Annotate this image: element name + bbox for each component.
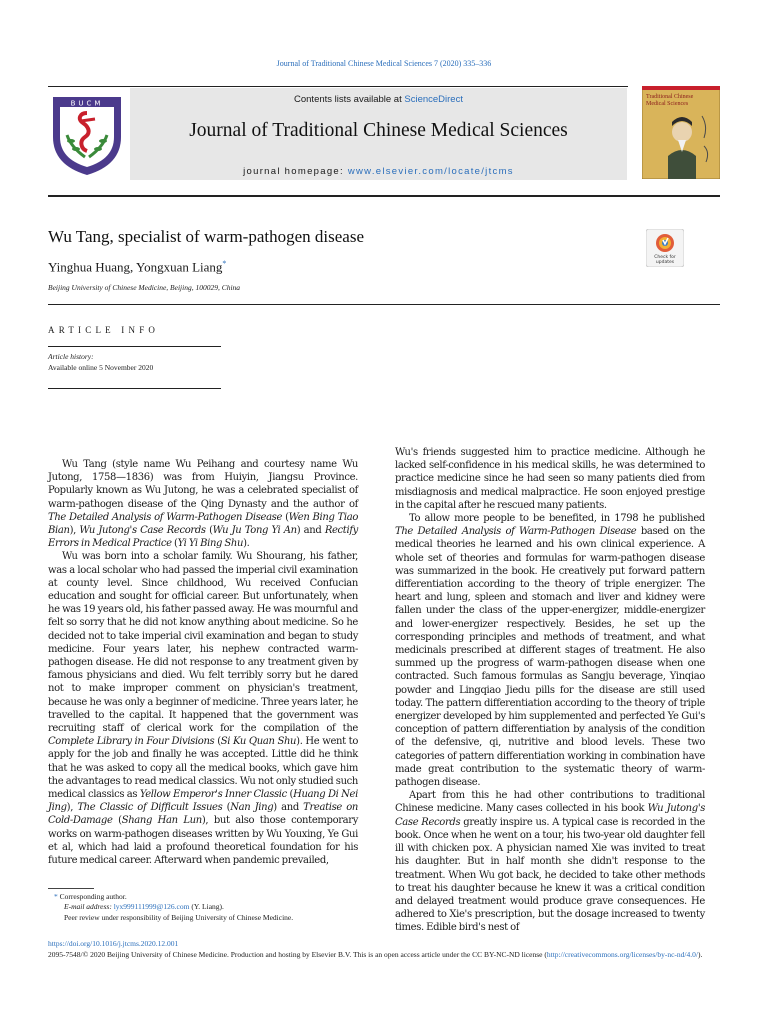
article-info-text: ARTICLE INFO: [48, 325, 160, 335]
authors-text: Yinghua Huang, Yongxuan Liang: [48, 259, 223, 275]
corresponding-author-mark[interactable]: *: [222, 259, 227, 268]
author-list: [48, 259, 226, 275]
cover-title: Traditional Chinese: [646, 94, 694, 100]
corresponding-text: Corresponding author.: [59, 892, 127, 901]
body-paragraph: Apart from this he had other contributions to traditional Chinese medicine. Many cases collected in his book Wu Jutong's Case Records greatly inspire us. A typical case is recorded in the book. Once when he went on a tour, his two-year old daughter fell ill with chicken pox. A physician named Xie was invited to treat his daughter. But in half month she didn't response to the treatment. When Wu got back, he decided to take other methods to treat his daughter because he knew it was a critical condition and delayed treatment would produce grave consequences. He adhered to Xie's prescription, but the dosage increased to twenty times. Edible bird's nest of: [395, 790, 706, 934]
body-paragraph: Wu Tang (style name Wu Peihang and courtesy name Wu Jutong, 1758—1836) was from Huiyin, Jiangsu Province. Popularly known as Wu Jutong, he was a celebrated specialist of warm-pathogen disease of the Qing Dynasty and the author of The Detailed Analysis of Warm-Pathogen Disease (Wen Bing Tiao Bian), Wu Jutong's Case Records (Wu Ju Tong Yi An) and Rectify Errors in Medical Practice (Yi Yi Bing Shu).: [48, 459, 359, 550]
check-for-updates-button[interactable]: [646, 229, 684, 267]
footnote-peer-review: Peer review under responsibility of Beijing University of Chinese Medicine.: [64, 913, 294, 922]
journal-citation-link[interactable]: Journal of Traditional Chinese Medical Sciences 7 (2020) 335–336: [276, 59, 492, 68]
article-title: Wu Tang, specialist of warm-pathogen disease: [48, 227, 364, 246]
journal-title: Journal of Traditional Chinese Medical Sciences: [189, 120, 568, 141]
journal-cover-image[interactable]: [642, 86, 720, 179]
article-info-divider-bottom: [48, 388, 221, 389]
body-column-left: [48, 458, 358, 867]
footnote-divider: [48, 888, 94, 889]
license-link[interactable]: http://creativecommons.org/licenses/by-nc-nd/4.0/: [546, 950, 698, 959]
article-history-value: Available online 5 November 2020: [48, 363, 154, 372]
top-divider: [48, 86, 628, 87]
license-close: ).: [697, 950, 703, 959]
email-suffix: (Y. Liang).: [189, 902, 224, 911]
contents-prefix: Contents lists available at: [294, 94, 405, 105]
university-logo: [47, 91, 127, 177]
journal-homepage: [130, 166, 627, 177]
header-divider: [48, 195, 720, 197]
body-column-right: [395, 446, 705, 935]
article-info-heading: [48, 325, 159, 335]
email-link[interactable]: lyx999111999@126.com: [113, 902, 190, 911]
svg-text:Medical Sciences: Medical Sciences: [646, 101, 689, 107]
license-text: 2095-7548/© 2020 Beijing University of Chinese Medicine. Production and hosting by Elsevier B.V. This is an open access article under the CC BY-NC-ND license (: [48, 950, 547, 959]
affiliation: Beijing University of Chinese Medicine, Beijing, 100029, China: [48, 283, 241, 292]
body-paragraph: To allow more people to be benefited, in 1798 he published The Detailed Analysis of Warm-Pathogen Disease based on the medical theories he learned and his own clinical experience. A whole set of theories and formulas for warm-pathogen disease was summarized in the book. He creatively put forward pattern differentiation according to the theory of triple energizer. The heart and lung, spleen and stomach and liver and kidney were fallen under the class of the upper-energizer, middle-energizer and lower-energizer respectively. Besides, he set up the corresponding principles and methods of treatment, and what medicinals prescribed at different stages of treatment. He also summed up the progress of warm-pathogen disease when one contracted. Such famous formulas as Sangju beverage, Yinqiao powder and Lingqiao Jiedu pills for the disease are still used today. The pattern differentiation according to the theory of triple energizer developed by him supplemented and perfected Ye Gui's conception of pattern differentiation by analysis of the condition of the defensive, qi, nutritive and blood levels. These two categories of pattern differentiation working in combination have made great contribution to the systematic theory of warm-pathogen disease.: [395, 513, 706, 789]
article-history-label: Article history:: [48, 352, 94, 361]
footnote-corresponding: [54, 892, 127, 902]
homepage-label: journal homepage:: [243, 166, 348, 177]
title-divider: [48, 304, 720, 305]
footnote-mark: *: [54, 892, 58, 901]
email-label: E-mail address:: [64, 902, 112, 911]
check-updates-label: Check for: [654, 255, 676, 260]
sciencedirect-link[interactable]: ScienceDirect: [404, 94, 463, 105]
article-info-divider-top: [48, 346, 221, 347]
footnote-email: [64, 902, 224, 912]
body-paragraph: Wu was born into a scholar family. Wu Shourang, his father, was a local scholar who had passed the imperial civil examination at county level. Since childhood, Wu received Confucian education and sought for official career. But unfortunately, when he was 19 years old, his father passed away. He was mournful and felt so sorry that he did not know anything about medicine. So he decided not to take imperial civil examination and began to study medicine. Four years later, his nephew contracted warm-pathogen disease. He did not response to any treatment given by famous physicians and died. Wu felt terribly sorry but he dared not to make improper comment on physician's treatment, because he was only a beginner of medicine. Three years later, he travelled to the capital. It happened that the government was recruiting staff of clerical work for the compilation of the Complete Library in Four Divisions (Si Ku Quan Shu). He went to apply for the job and finally he was accepted. Little did he think that he was asked to copy all the medical books, which gave him the advantages to read medical classics. Wu not only studied such medical classics as Yellow Emperor's Inner Classic (Huang Di Nei Jing), The Classic of Difficult Issues (Nan Jing) and Treatise on Cold-Damage (Shang Han Lun), but also those contemporary works on warm-pathogen diseases written by Wu Youxing, Ye Gui et al, which had laid a profound theoretical foundation for his future medical career. Afterward when pandemic prevailed,: [48, 551, 359, 867]
doi-link[interactable]: https://doi.org/10.1016/j.jtcms.2020.12.001: [48, 939, 179, 948]
svg-text:updates: updates: [655, 260, 675, 265]
license-statement: [48, 950, 720, 960]
contents-availability: [130, 94, 627, 105]
body-paragraph: Wu's friends suggested him to practice medicine. Although he lacked self-confidence in his medical skills, he was determined to practice medicine since he had seen so many patients died from misdiagnosis and medical malpractice. He soon enjoyed prestige in the capital after he rescued many patients.: [395, 447, 705, 511]
logo-letters: BUCM: [70, 99, 104, 108]
homepage-link[interactable]: www.elsevier.com/locate/jtcms: [347, 166, 514, 177]
